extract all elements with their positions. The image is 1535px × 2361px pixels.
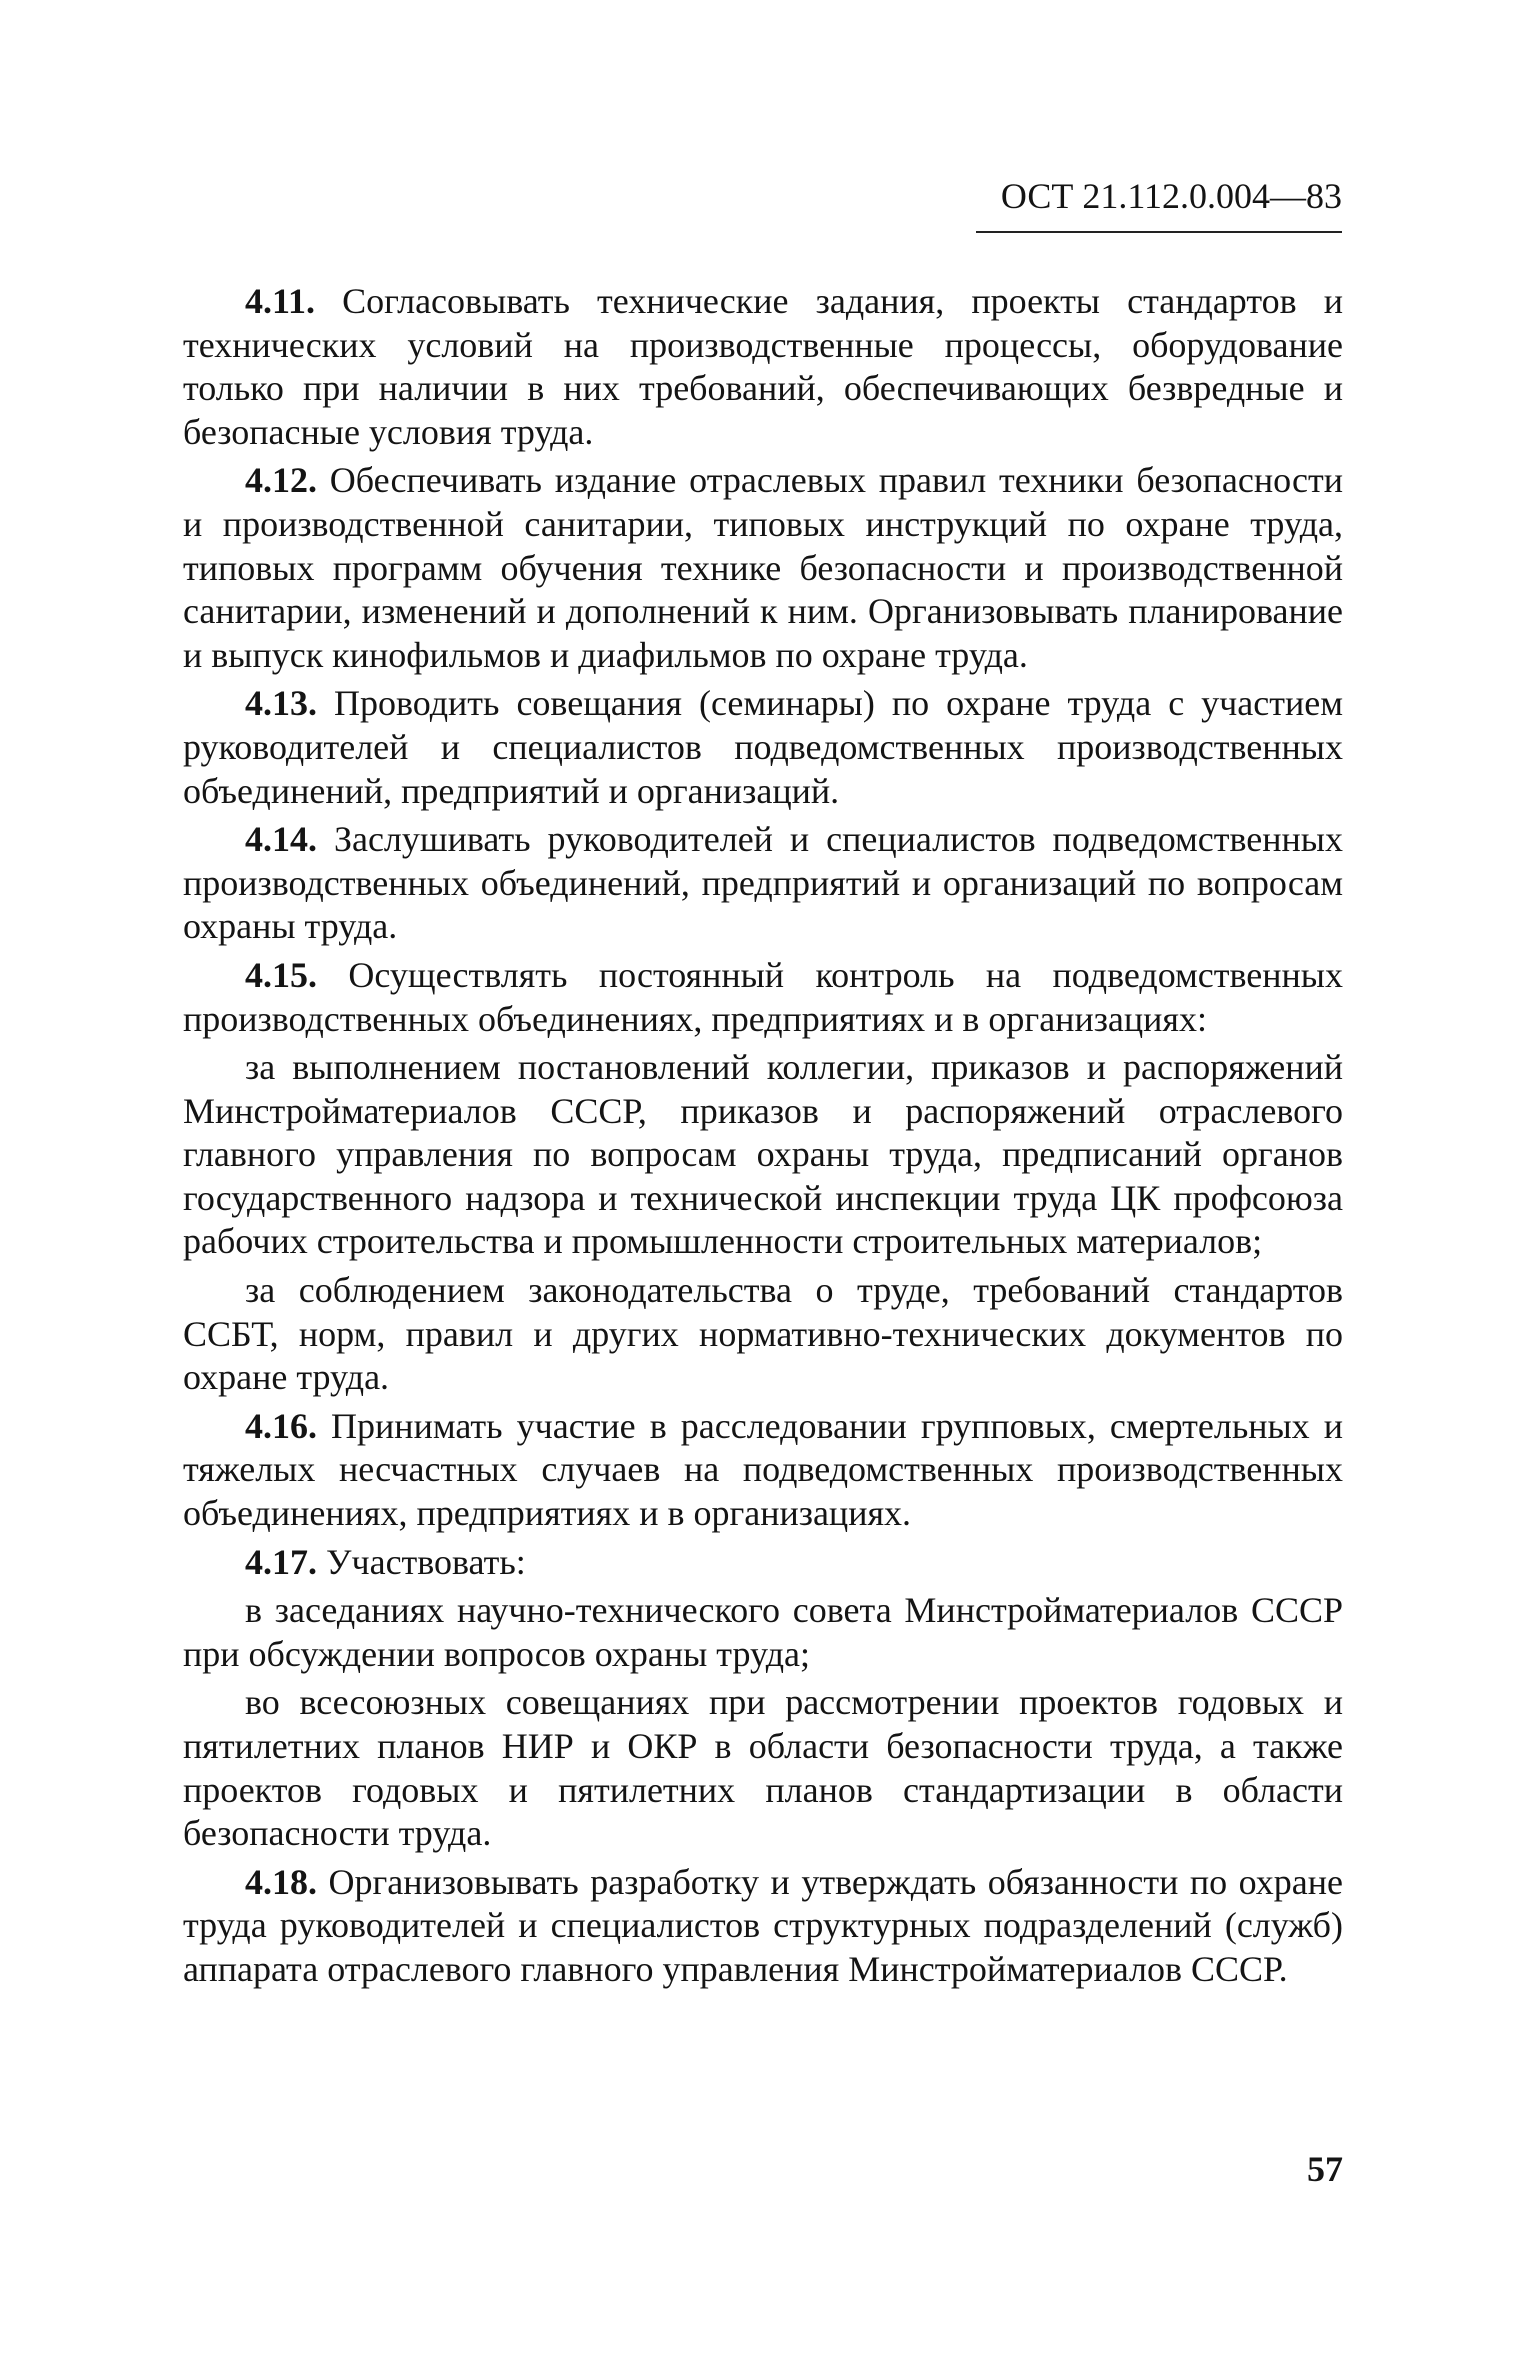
paragraph-text: Проводить совещания (семинары) по охране труда с участием руководителей и специалистов подведомственных производственных объединений, предприятий и организаций. — [183, 683, 1343, 811]
paragraph-number: 4.17. — [245, 1541, 317, 1582]
paragraph-4-11 — [183, 280, 1343, 454]
paragraph-text: Согласовывать технические задания, проекты стандартов и технических условий на производственные процессы, оборудование только при наличии в них требований, обеспечивающих безвредные и безопасные условия труда. — [183, 281, 1343, 452]
paragraph-text: Обеспечивать издание отраслевых правил техники безопасности и производственной санитарии, типовых инструкций по охране труда, типовых программ обучения технике безопасности и производственной санитарии, изменений и дополнений к ним. Организовывать планирование и выпуск кинофильмов и диафильмов по охране труда. — [183, 460, 1343, 675]
paragraph-4-15-item-2 — [183, 1269, 1343, 1400]
paragraph-number: 4.18. — [245, 1861, 317, 1902]
document-body — [183, 280, 1343, 1992]
paragraph-text: за выполнением постановлений коллегии, приказов и распоряжений Минстройматериалов СССР, приказов и распоряжений отраслевого главного управления по вопросам охраны труда, предписаний органов государственного надзора и технической инспекции труда ЦК профсоюза рабочих строительства и промышленности строительных материалов; — [183, 1047, 1343, 1262]
paragraph-4-16 — [183, 1405, 1343, 1536]
paragraph-4-18 — [183, 1861, 1343, 1992]
paragraph-number: 4.11. — [245, 281, 316, 321]
paragraph-text: Заслушивать руководителей и специалистов подведомственных производственных объединений, предприятий и организаций по вопросам охраны труда. — [183, 819, 1343, 947]
page-number: 57 — [1307, 2149, 1343, 2189]
paragraph-4-15 — [183, 954, 1343, 1041]
paragraph-text: Принимать участие в расследовании групповых, смертельных и тяжелых несчастных случаев на подведомственных производственных объединениях, предприятиях и в организациях. — [183, 1405, 1343, 1534]
paragraph-text: Осуществлять постоянный контроль на подведомственных производственных объединениях, предприятиях и в организациях: — [183, 954, 1343, 1039]
paragraph-text: Участвовать: — [317, 1541, 526, 1582]
paragraph-4-13 — [183, 682, 1343, 813]
document-code-header: ОСТ 21.112.0.004—83 — [1000, 176, 1342, 216]
paragraph-4-12 — [183, 459, 1343, 677]
paragraph-text: за соблюдением законодательства о труде, требований стандартов ССБТ, норм, правил и других нормативно-технических документов по охране труда. — [183, 1270, 1343, 1398]
paragraph-number: 4.16. — [245, 1405, 317, 1446]
paragraph-number: 4.14. — [245, 819, 317, 860]
paragraph-text: во всесоюзных совещаниях при рассмотрении проектов годовых и пятилетних планов НИР и ОКР в области безопасности труда, а также проектов годовых и пятилетних планов стандартизации в области безопасности труда. — [183, 1682, 1343, 1854]
header-rule — [976, 231, 1342, 233]
paragraph-number: 4.15. — [245, 954, 317, 995]
paragraph-4-17-item-1 — [183, 1589, 1343, 1676]
paragraph-number: 4.12. — [245, 460, 317, 501]
paragraph-4-17-item-2 — [183, 1681, 1343, 1855]
paragraph-4-17 — [183, 1541, 1343, 1585]
paragraph-4-15-item-1 — [183, 1046, 1343, 1264]
paragraph-4-14 — [183, 818, 1343, 949]
paragraph-text: Организовывать разработку и утверждать обязанности по охране труда руководителей и специалистов структурных подразделений (служб) аппарата отраслевого главного управления Минстройматериалов СССР. — [183, 1861, 1343, 1989]
paragraph-number: 4.13. — [245, 683, 317, 724]
paragraph-text: в заседаниях научно-технического совета Минстройматериалов СССР при обсуждении вопросов охраны труда; — [183, 1590, 1343, 1674]
